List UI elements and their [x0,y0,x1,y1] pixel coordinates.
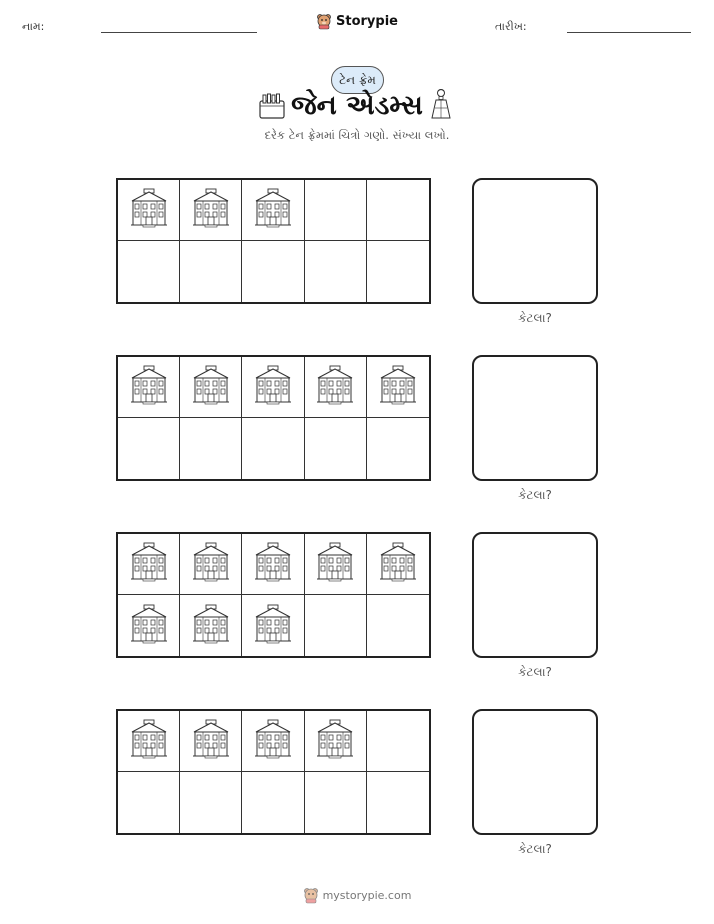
ten-frame-cell [180,180,242,241]
house-icon [252,364,294,410]
storypie-bear-icon [316,13,332,30]
house-icon [252,718,294,764]
answer-box[interactable] [472,532,598,658]
ten-frame-cell [305,418,367,479]
ten-frame-cell [242,418,304,479]
ten-frame [116,355,431,481]
ten-frame-cell [305,595,367,656]
how-many-label: કેટલા? [518,311,552,325]
ten-frame-cell [242,357,304,418]
ten-frame [116,709,431,835]
brand-name: Storypie [336,14,398,29]
answer-box[interactable] [472,355,598,481]
house-icon [314,541,356,587]
house-icon [314,718,356,764]
ten-frame-cell [305,534,367,595]
jane-addams-figure-icon [430,88,452,120]
ten-frame-cell [180,711,242,772]
how-many-label: કેટલા? [518,665,552,679]
brand-header [0,13,714,30]
ten-frame-cell [180,772,242,833]
ten-frame-cell [305,772,367,833]
ten-frame-cell [242,241,304,302]
date-line[interactable] [567,32,691,33]
ten-frame-cell [180,595,242,656]
ten-frame-cell [367,711,429,772]
house-icon [190,187,232,233]
ten-frame [116,178,431,304]
ten-frame-cell [305,357,367,418]
answer-box[interactable] [472,709,598,835]
house-icon [128,364,170,410]
house-icon [190,718,232,764]
ten-frame-cell [305,241,367,302]
storypie-bear-icon [303,887,319,904]
house-icon [128,718,170,764]
ten-frame-cell [118,241,180,302]
ten-frame-cell [118,595,180,656]
house-icon [128,187,170,233]
ten-frame-cell [180,241,242,302]
house-icon [190,603,232,649]
ten-frame-cell [367,772,429,833]
ten-frame-cell [118,418,180,479]
ten-frame-cell [305,180,367,241]
ten-frame-cell [180,534,242,595]
house-icon [128,541,170,587]
ten-frame-cell [180,418,242,479]
ten-frame-cell [367,180,429,241]
ten-frame-cell [367,418,429,479]
page-title: જેન એડમ્સ [291,90,423,121]
ten-frame-cell [305,711,367,772]
house-icon [252,541,294,587]
house-icon [190,541,232,587]
name-line[interactable] [101,32,257,33]
ten-frame-cell [367,357,429,418]
ten-frame-cell [367,241,429,302]
house-icon [190,364,232,410]
ten-frame-cell [242,180,304,241]
ten-frame-cell [118,180,180,241]
house-icon [128,603,170,649]
date-label: તારીખ: [495,20,527,33]
answer-box[interactable] [472,178,598,304]
house-icon [252,603,294,649]
ten-frame-cell [242,595,304,656]
ten-frame-cell [367,534,429,595]
house-icon [377,364,419,410]
how-many-label: કેટલા? [518,488,552,502]
ten-frame-cell [118,772,180,833]
ten-frame [116,532,431,658]
house-icon [252,187,294,233]
ten-frame-cell [180,357,242,418]
ten-frame-cell [118,357,180,418]
footer-url[interactable]: mystorypie.com [322,889,412,902]
how-many-label: કેટલા? [518,842,552,856]
footer [0,887,714,904]
ten-frame-cell [367,595,429,656]
house-icon [314,364,356,410]
ten-frame-cell [242,534,304,595]
topic-badge: ટેન ફ્રેમ [331,66,384,94]
ten-frame-cell [242,711,304,772]
ten-frame-cell [118,534,180,595]
instructions: દરેક ટેન ફ્રેમમાં ચિત્રો ગણો. સંખ્યા લખો. [264,128,450,142]
house-icon [377,541,419,587]
ten-frame-cell [242,772,304,833]
name-label: નામ: [22,20,45,33]
ten-frame-cell [118,711,180,772]
